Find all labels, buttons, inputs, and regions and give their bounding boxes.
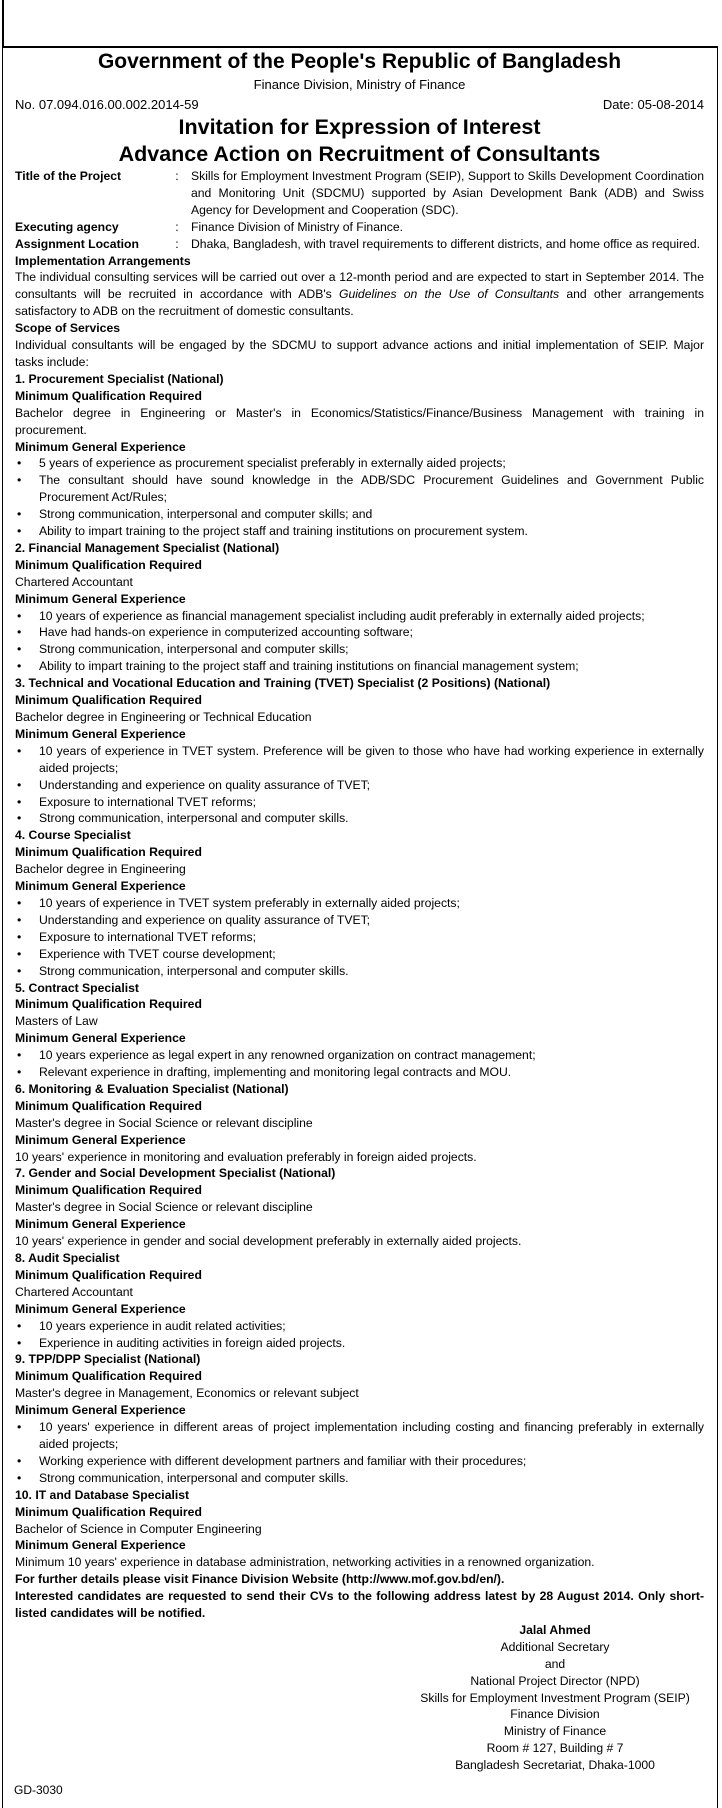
info-colon: : (175, 219, 179, 234)
qualification-heading: Minimum Qualification Required (15, 1267, 202, 1282)
experience-item: • Strong communication, interpersonal and computer skills; (15, 641, 704, 658)
position-title: 3. Technical and Vocational Education and Training (TVET) Specialist (2 Positions) (National) (15, 676, 551, 691)
experience-item: • 10 years of experience in TVET system. Preference will be given to those who have had working experience in externally aided projects; (15, 743, 704, 777)
signature-line: Finance Division (510, 1707, 600, 1722)
cv-instructions: Interested candidates are requested to send their CVs to the following address latest by 28 August 2014. Only short-listed candidates will be notified. (15, 1589, 704, 1621)
qualification-text: Master's degree in Management, Economics or relevant subject (15, 1386, 359, 1401)
experience-list (15, 1419, 704, 1487)
experience-list (15, 1318, 704, 1352)
qualification-heading: Minimum Qualification Required (15, 1183, 202, 1198)
experience-list (15, 895, 704, 980)
signature-line: National Project Director (NPD) (470, 1673, 640, 1688)
qualification-text: Master's degree in Social Science or relevant discipline (15, 1200, 313, 1215)
guidelines-italic: Guidelines on the Use of Consultants (338, 287, 560, 302)
experience-item: • 10 years of experience in TVET system preferably in externally aided projects; (15, 895, 704, 912)
experience-item: • Have had hands-on experience in computerized accounting software; (15, 624, 704, 641)
heading-advance-action: Advance Action on Recruitment of Consultants (118, 142, 601, 166)
experience-item: • Experience with TVET course development; (15, 946, 704, 963)
experience-item: • Exposure to international TVET reforms; (15, 929, 704, 946)
experience-text: Minimum 10 years' experience in database administration, networking activities in a renowned organization. (15, 1555, 595, 1570)
experience-heading: Minimum General Experience (15, 879, 186, 894)
experience-heading: Minimum General Experience (15, 1403, 186, 1418)
issue-date: Date: 05-08-2014 (602, 97, 704, 112)
qualification-text: Bachelor degree in Engineering or Technical Education (15, 710, 312, 724)
experience-item: • Strong communication, interpersonal and computer skills. (15, 810, 704, 827)
experience-heading: Minimum General Experience (15, 1301, 186, 1316)
experience-item: • 10 years of experience as financial management specialist including audit preferably in externally aided projects; (15, 608, 704, 625)
heading-invitation: Invitation for Expression of Interest (178, 115, 541, 139)
position-title: 7. Gender and Social Development Specialist (National) (15, 1166, 336, 1181)
qualification-heading: Minimum Qualification Required (15, 1098, 202, 1113)
implementation-text: The individual consulting services will be carried out over a 12-month period and are expected to start in September 2014. The consultants will be recruited in accordance with ADB's Guidelines on the Use of Consultants and other arrangements satisfactory to ADB on the recruitment of domestic consultants. (15, 270, 705, 319)
qualification-heading: Minimum Qualification Required (15, 557, 202, 572)
signature-line: Skills for Employment Investment Program (SEIP) (420, 1690, 690, 1705)
number-date-row (15, 96, 704, 114)
experience-heading: Minimum General Experience (15, 726, 186, 741)
experience-item: • The consultant should have sound knowledge in the ADB/SDC Procurement Guidelines and Government Public Procurement Act/Rules; (15, 472, 704, 506)
info-label: Title of the Project (15, 169, 122, 183)
experience-item: • Ability to impart training to the project staff and training institutions on financial management system; (15, 658, 704, 675)
experience-item: • 10 years' experience in different areas of project implementation including costing and financing preferably in externally aided projects; (15, 1419, 704, 1453)
info-row (15, 236, 704, 253)
experience-heading: Minimum General Experience (15, 1031, 186, 1046)
experience-text: 10 years' experience in gender and social development preferably in externally aided projects. (15, 1234, 522, 1249)
experience-item: • Strong communication, interpersonal and computer skills. (15, 1470, 704, 1487)
experience-item: • Strong communication, interpersonal and computer skills; and (15, 506, 704, 523)
position-title: 6. Monitoring & Evaluation Specialist (National) (15, 1081, 289, 1096)
position-title: 9. TPP/DPP Specialist (National) (15, 1352, 201, 1367)
qualification-heading: Minimum Qualification Required (15, 1369, 202, 1384)
qualification-heading: Minimum Qualification Required (15, 845, 202, 860)
info-colon: : (175, 169, 179, 183)
signature-block (405, 1622, 705, 1774)
qualification-text: Chartered Accountant (15, 1284, 133, 1299)
experience-item: • 10 years experience in audit related activities; (15, 1318, 704, 1335)
scope-text: Individual consultants will be engaged by the SDCMU to support advance actions and initial implementation of SEIP. Major tasks include: (15, 338, 704, 369)
experience-item: • 5 years of experience as procurement specialist preferably in externally aided projects; (15, 455, 704, 472)
qualification-text: Bachelor degree in Engineering or Master's in Economics/Statistics/Finance/Business Management with training in procurement. (15, 405, 704, 437)
project-info (15, 168, 704, 253)
experience-item: • 10 years experience as legal expert in any renowned organization on contract management; (15, 1047, 704, 1064)
experience-text: 10 years' experience in monitoring and evaluation preferably in foreign aided projects. (15, 1149, 477, 1164)
position-title: 8. Audit Specialist (15, 1251, 120, 1265)
left-border-line (2, 0, 4, 46)
signatory-name: Jalal Ahmed (519, 1622, 591, 1637)
signature-line: Room # 127, Building # 7 (486, 1741, 624, 1756)
info-row (15, 219, 704, 236)
qualification-text: Master's degree in Social Science or relevant discipline (15, 1115, 313, 1130)
info-colon: : (175, 236, 179, 251)
experience-item: • Understanding and experience on quality assurance of TVET; (15, 777, 704, 794)
experience-item: • Ability to impart training to the project staff and training institutions on procurement system. (15, 523, 704, 540)
experience-list (15, 1047, 704, 1081)
qualification-heading: Minimum Qualification Required (15, 388, 202, 403)
qualification-heading: Minimum Qualification Required (15, 997, 202, 1012)
info-label: Executing agency (15, 219, 119, 234)
signature-line: Ministry of Finance (503, 1724, 607, 1739)
position-title: 5. Contract Specialist (15, 980, 139, 995)
position-title: 10. IT and Database Specialist (15, 1487, 190, 1502)
advertisement (15, 48, 704, 1774)
experience-list (15, 455, 704, 540)
signature-line: Additional Secretary (500, 1639, 610, 1654)
info-value: Finance Division of Ministry of Finance. (191, 219, 404, 234)
experience-item: • Working experience with different development partners and familiar with their procedures; (15, 1453, 704, 1470)
qualification-text: Masters of Law (15, 1014, 98, 1029)
experience-item: • Relevant experience in drafting, implementing and monitoring legal contracts and MOU. (15, 1064, 704, 1081)
experience-heading: Minimum General Experience (15, 1538, 186, 1553)
gd-code: GD-3030 (14, 1783, 63, 1797)
qualification-text: Bachelor of Science in Computer Engineering (15, 1521, 262, 1536)
reference-number: No. 07.094.016.00.002.2014-59 (15, 97, 199, 112)
experience-heading: Minimum General Experience (15, 1217, 186, 1232)
experience-heading: Minimum General Experience (15, 1132, 186, 1147)
implementation-heading: Implementation Arrangements (15, 253, 191, 268)
experience-heading: Minimum General Experience (15, 591, 186, 606)
info-label: Assignment Location (15, 236, 139, 251)
experience-item: • Experience in auditing activities in foreign aided projects. (15, 1335, 704, 1352)
experience-list (15, 743, 704, 828)
experience-item: • Exposure to international TVET reforms; (15, 794, 704, 811)
signature-line: Bangladesh Secretariat, Dhaka-1000 (455, 1758, 655, 1773)
experience-item: • Strong communication, interpersonal and computer skills. (15, 963, 704, 980)
positions-list (15, 371, 704, 1571)
info-value: Skills for Employment Investment Program (SEIP), Support to Skills Development Coordination and Monitoring Unit (SDCMU) supported by Asian Development Bank (ADB) and Swiss Agency for Development and Cooperation (SDC). (191, 169, 704, 217)
signatory-address (405, 1639, 705, 1774)
experience-list (15, 608, 704, 676)
qualification-heading: Minimum Qualification Required (15, 1504, 202, 1519)
info-value: Dhaka, Bangladesh, with travel requirements to different districts, and home office as required. (191, 236, 700, 251)
position-title: 1. Procurement Specialist (National) (15, 371, 224, 386)
division-subtitle: Finance Division, Ministry of Finance (253, 77, 466, 92)
qualification-heading: Minimum Qualification Required (15, 693, 202, 708)
qualification-text: Chartered Accountant (15, 574, 133, 589)
position-title: 4. Course Specialist (15, 828, 131, 843)
further-details: For further details please visit Finance Division Website (http://www.mof.gov.bd/en/). (15, 1572, 505, 1587)
government-title: Government of the People's Republic of Bangladesh (97, 50, 622, 73)
signature-line: and (544, 1656, 566, 1671)
experience-heading: Minimum General Experience (15, 439, 186, 454)
position-title: 2. Financial Management Specialist (National) (15, 540, 280, 555)
qualification-text: Bachelor degree in Engineering (15, 862, 186, 877)
experience-item: • Understanding and experience on quality assurance of TVET; (15, 912, 704, 929)
scope-heading: Scope of Services (15, 321, 120, 336)
info-row (15, 168, 704, 219)
